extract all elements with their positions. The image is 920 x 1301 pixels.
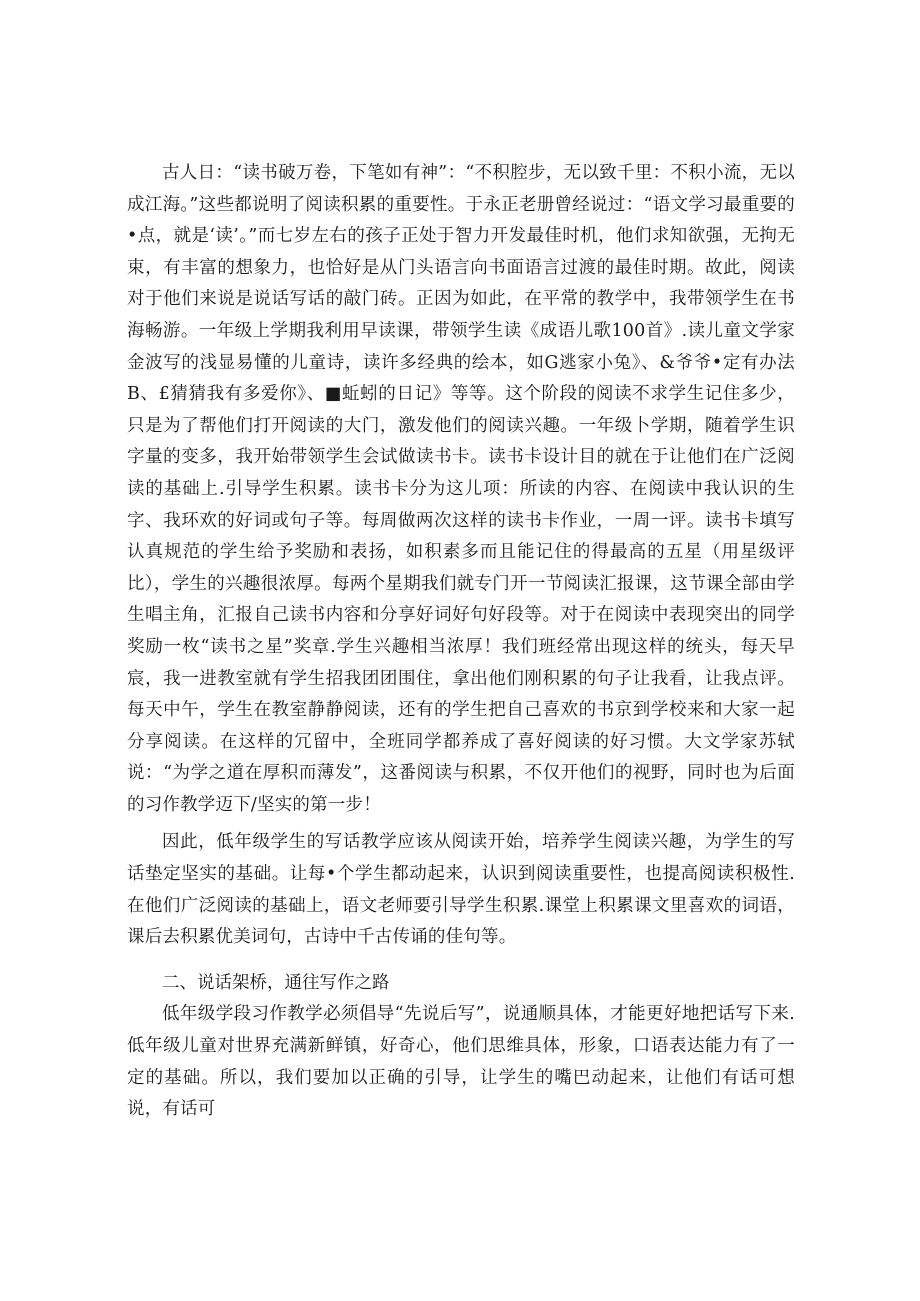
paragraph-conclusion: 因此，低年级学生的写话教学应该从阅读开始，培养学生阅读兴趣，为学生的写话垫定坚实的基础。让每•个学生都动起来，认识到阅读重要性，也提高阅读积极性.在他们广泛阅读的基础上，语文老师要引导学生积累.课堂上积累课文里喜欢的词语，课后去积累优美词句，古诗中千古传诵的佳句等。	[127, 832, 795, 948]
document-page	[127, 158, 795, 1126]
paragraph-speaking-first: 低年级学段习作教学必须倡导“先说后写”，说通顺具体，才能更好地把话写下来.低年级儿童对世界充满新鲜镇，好奇心，他们思维具体，形象，口语表达能力有了一定的基础。所以，我们要加以正确的引导，让学生的嘴巴动起来，让他们有话可想说，有话可	[127, 1004, 795, 1120]
section-heading: 二、说话架桥，通往写作之路	[162, 972, 390, 993]
paragraph-reading-accumulation: 古人日：“读书破万卷，下笔如有神”：“不积腔步，无以致千里：不积小流，无以成江海。”这些都说明了阅读积累的重要性。于永正老册曾经说过：“语文学习最重要的•点，就是‘读’。”而七岁左右的孩子正处于智力开发最佳时机，他们求知欲强，无拘无束，有丰富的想象力，也恰好是从门头语言向书面语言过渡的最佳时期。故此，阅读对于他们来说是说话写话的敲门砖。正因为如此，在平常的教学中，我带领学生在书海畅游。一年级上学期我利用早读课，带领学生读《成语儿歌100首》.读儿童文学家金波写的浅显易懂的儿童诗，读许多经典的绘本，如G逃家小兔》、&爷爷•定有办法B、£猜猜我有多爱你》、■蚯蚓的日记》等等。这个阶段的阅读不求学生记住多少，只是为了帮他们打开阅读的大门，激发他们的阅读兴趣。一年级卜学期，随着学生识字量的变多，我开始带领学生会试做读书卡。读书卡设计目的就在于让他们在广泛阅读的基础上.引导学生积累。读书卡分为这儿项：所读的内容、在阅读中我认识的生字、我环欢的好词或句子等。每周做两次这样的读书卡作业，一周一评。读书卡填写认真规范的学生给予奖励和表扬，如积素多而且能记住的得最高的五星（用星级评比），学生的兴趣很浓厚。每两个星期我们就专门开一节阅读汇报课，这节课全部由学生唱主角，汇报自己读书内容和分享好词好句好段等。对于在阅读中表现突出的同学奖励一枚“读书之星”奖章.学生兴趣相当浓厚！我们班经常出现这样的统头，每天早宸，我一进教室就有学生招我团团围住，拿出他们刚积累的句子让我看，让我点评。每天中午，学生在教室静静阅读，还有的学生把自己喜欢的书京到学校来和大家一起分享阅读。在这样的冗留中，全班同学都养成了喜好阅读的好习惯。大文学家苏轼说：“为学之道在厚积而薄发”，这番阅读与积累，不仅开他们的视野，同时也为后面的习作教学迈下/坚实的第一步！	[127, 163, 795, 815]
